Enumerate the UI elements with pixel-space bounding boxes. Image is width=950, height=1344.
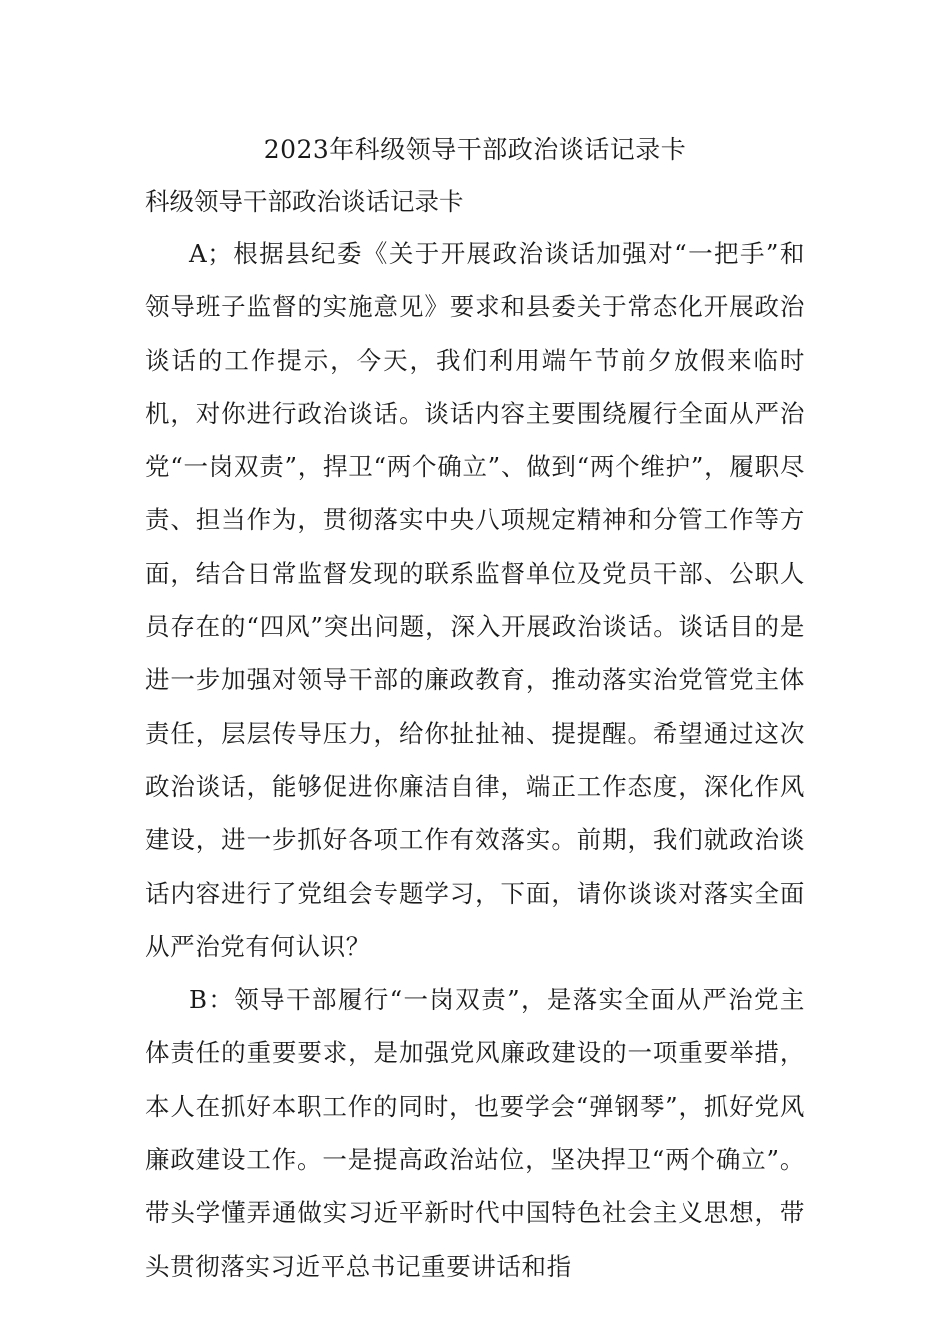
document-title: 2023年科级领导干部政治谈话记录卡 bbox=[263, 135, 687, 164]
document-body bbox=[145, 227, 805, 1293]
paragraph-a: A；根据县纪委《关于开展政治谈话加强对“一把手”和领导班子监督的实施意见》要求和县委关于常态化开展政治谈话的工作提示，今天，我们利用端午节前夕放假来临时机，对你进行政治谈话。谈话内容主要围绕履行全面从严治党“一岗双责”，捍卫“两个确立”、做到“两个维护”，履职尽责、担当作为，贯彻落实中央八项规定精神和分管工作等方面，结合日常监督发现的联系监督单位及党员干部、公职人员存在的“四风”突出问题，深入开展政治谈话。谈话目的是进一步加强对领导干部的廉政教育，推动落实治党管党主体责任，层层传导压力，给你扯扯袖、提提醒。希望通过这次政治谈话，能够促进你廉洁自律，端正工作态度，深化作风建设，进一步抓好各项工作有效落实。前期，我们就政治谈话内容进行了党组会专题学习，下面，请你谈谈对落实全面从严治党有何认识？ bbox=[145, 239, 805, 961]
paragraph-b: B：领导干部履行“一岗双责”，是落实全面从严治党主体责任的重要要求，是加强党风廉政建设的一项重要举措，本人在抓好本职工作的同时，也要学会“弹钢琴”，抓好党风廉政建设工作。一是提高政治站位，坚决捍卫“两个确立”。带头学懂弄通做实习近平新时代中国特色社会主义思想，带头贯彻落实习近平总书记重要讲话和指 bbox=[145, 985, 805, 1281]
document-subtitle: 科级领导干部政治谈话记录卡 bbox=[145, 187, 464, 216]
